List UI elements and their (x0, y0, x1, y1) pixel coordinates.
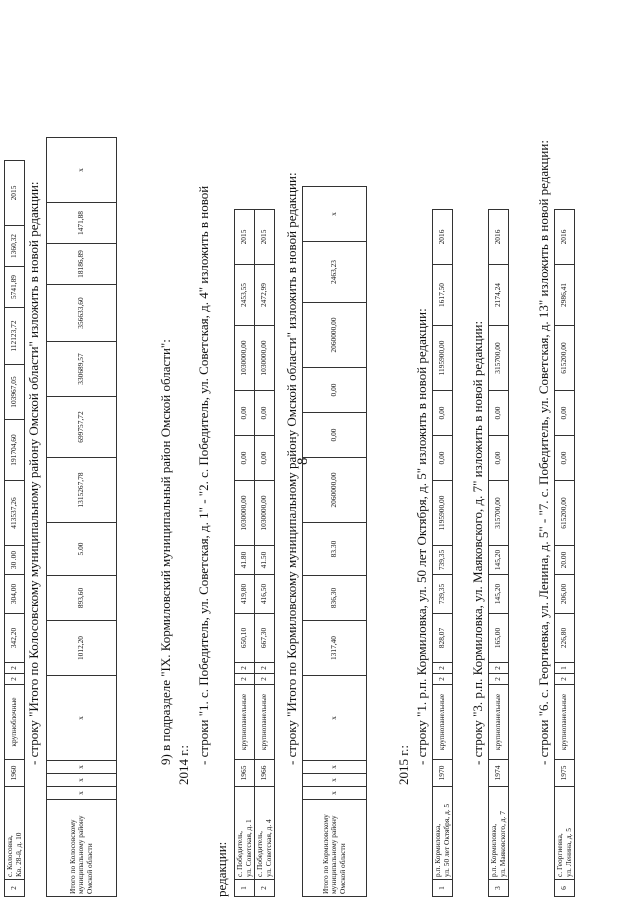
table-row (235, 210, 255, 897)
cell: 2 (235, 674, 255, 685)
cell: 1195900,00 (433, 481, 453, 546)
table-georgievka-row (554, 209, 575, 897)
cell: 2 (433, 674, 453, 685)
cell: 5741,89 (5, 267, 25, 308)
cell: 30 .00 (5, 546, 25, 575)
cell: 836,30 (303, 576, 367, 621)
cell: 2060000,00 (303, 303, 367, 368)
cell: 0,00 (489, 436, 509, 481)
cell: х (303, 774, 367, 787)
cell: 2463,23 (303, 242, 367, 303)
cell: 1360,32 (5, 226, 25, 267)
cell: 1 (235, 880, 255, 897)
cell: крупнопанельные (235, 685, 255, 760)
cell: 20​.00 (555, 546, 575, 575)
cell: 0,00 (433, 436, 453, 481)
table-kolosovsky-total (46, 137, 117, 897)
page-number: 8 (295, 457, 311, 465)
cell: с. Победитель, ул. Советская, д. 1 (235, 787, 255, 880)
cell: 1030000,00 (235, 481, 255, 546)
cell: 2 (255, 674, 275, 685)
table-row (433, 210, 453, 897)
cell: 2 (489, 674, 509, 685)
section-heading: - строки "1. с. Победитель, ул. Советская, д. 1" - "2. с. Победитель, ул. Советская, д. 4" изложить в новой (196, 185, 211, 765)
cell: 2016 (433, 210, 453, 265)
cell: 667,30 (255, 614, 275, 663)
cell: 0,00 (433, 391, 453, 436)
cell: 0,00 (255, 436, 275, 481)
cell: 2453,55 (235, 265, 255, 326)
cell: 41​.50 (255, 546, 275, 575)
cell: 0,00 (555, 436, 575, 481)
table-kormilovka-50-let (432, 209, 453, 897)
cell: 356633,60 (47, 285, 117, 342)
cell: крупнопанельные (555, 685, 575, 760)
cell: 2016 (489, 210, 509, 265)
cell: 413537,26 (5, 481, 25, 546)
cell: Итого по Кормиловскому муниципальному району Омской области (303, 800, 367, 897)
table-kolosovka-row (4, 160, 25, 897)
cell: х (47, 761, 117, 774)
cell: 2015 (5, 161, 25, 226)
cell: 828,07 (433, 614, 453, 663)
cell: х (303, 787, 367, 800)
cell: 1317,40 (303, 621, 367, 676)
subsection-heading: 9) в подразделе "IX. Кормиловский муниципальный район Омской области": (158, 339, 173, 765)
cell: 739,35 (433, 546, 453, 575)
table-row (255, 210, 275, 897)
table-row (555, 210, 575, 897)
cell: 2016 (555, 210, 575, 265)
cell: 615200,00 (555, 326, 575, 391)
cell: крупноблочные (5, 685, 25, 760)
section-heading: - строку "Итого по Кормиловскому муниципальному району Омской области" изложить в новой редакции: (284, 172, 299, 765)
year-heading: 2015 г.: (396, 745, 411, 785)
cell: 1030000,00 (255, 481, 275, 546)
cell: 0,00 (303, 413, 367, 458)
table-kormilovka-mayakovskogo (488, 209, 509, 897)
cell: 2174,24 (489, 265, 509, 326)
cell: 2 (489, 663, 509, 674)
cell: 315700,00 (489, 481, 509, 546)
cell: 1 (433, 880, 453, 897)
section-heading: - строки "6. с. Георгиевка, ул. Ленина, д. 5" - "7. с. Победитель, ул. Советская, д. 13" изложить в новой редакции: (536, 140, 551, 765)
cell: 2 (255, 663, 275, 674)
cell: 2015 (255, 210, 275, 265)
table-row (5, 161, 25, 897)
cell: 2986,41 (555, 265, 575, 326)
cell: 1960 (5, 760, 25, 787)
cell: р.п. Кормиловка, ул. 50 лет Октября, д. 5 (433, 787, 453, 880)
cell: х (47, 774, 117, 787)
cell: 1965 (235, 760, 255, 787)
cell: 330689,57 (47, 342, 117, 397)
cell: 1966 (255, 760, 275, 787)
year-heading: 2014 г.: (176, 745, 191, 785)
section-heading: - строку "3. р.п. Кормиловка, ул. Маяковского, д. 7" изложить в новой редакции: (470, 320, 485, 765)
cell: 1617,50 (433, 265, 453, 326)
cell: 226,80 (555, 614, 575, 663)
cell: х (303, 187, 367, 242)
table-row (489, 210, 509, 897)
cell: 0,00 (235, 391, 255, 436)
cell: 165,00 (489, 614, 509, 663)
cell: Итого по Колосовскому муниципальному району Омской области (47, 800, 117, 897)
cell: 2015 (235, 210, 255, 265)
cell: 0,00 (303, 368, 367, 413)
table-pobeditel-rows (234, 209, 275, 897)
cell: 1975 (555, 760, 575, 787)
cell: 2472,99 (255, 265, 275, 326)
cell: 1974 (489, 760, 509, 787)
cell: 112123,72 (5, 308, 25, 365)
cell: крупнопанельные (489, 685, 509, 760)
cell: 2 (5, 663, 25, 674)
cell: с. Георгиевка, ул. Ленина, д. 5 (555, 787, 575, 880)
cell: 0,00 (235, 436, 255, 481)
cell: с. Победитель, ул. Советская, д. 4 (255, 787, 275, 880)
cell: 1315267,78 (47, 458, 117, 523)
cell: х (47, 787, 117, 800)
cell: х (303, 761, 367, 774)
cell: 315700,00 (489, 326, 509, 391)
cell: 304,00 (5, 575, 25, 614)
cell: 1970 (433, 760, 453, 787)
cell: 2 (255, 880, 275, 897)
section-heading: - строку "1. р.п. Кормиловка, ул. 50 лет Октября, д. 5" изложить в новой редакции: (414, 308, 429, 765)
cell: 83​.30 (303, 523, 367, 576)
cell: 1195900,00 (433, 326, 453, 391)
cell: 893,60 (47, 576, 117, 621)
cell: 0,00 (255, 391, 275, 436)
cell: 1030000,00 (255, 326, 275, 391)
cell: 18186,89 (47, 244, 117, 285)
cell: 2 (5, 880, 25, 897)
cell: 650,10 (235, 614, 255, 663)
cell: крупнопанельные (433, 685, 453, 760)
cell: 6 (555, 880, 575, 897)
cell: 0,00 (555, 391, 575, 436)
table-kormilovsky-total (302, 186, 367, 897)
cell: 0,00 (489, 391, 509, 436)
cell: х (303, 676, 367, 761)
cell: 1030000,00 (235, 326, 255, 391)
cell: 5​.00 (47, 523, 117, 576)
cell: крупнопанельные (255, 685, 275, 760)
cell: 2 (555, 674, 575, 685)
cell: 1012,20 (47, 621, 117, 676)
cell: 419,80 (235, 575, 255, 614)
cell: 1 (555, 663, 575, 674)
cell: х (47, 676, 117, 761)
cell: 342,20 (5, 614, 25, 663)
cell: 2060000,00 (303, 458, 367, 523)
table-row (47, 138, 117, 897)
cell: 739,35 (433, 575, 453, 614)
section-heading-cont: редакции: (214, 841, 229, 897)
cell: 103967,05 (5, 365, 25, 420)
cell: 615200,00 (555, 481, 575, 546)
cell: 41​.80 (235, 546, 255, 575)
cell: х (47, 138, 117, 203)
cell: 1471,88 (47, 203, 117, 244)
table-row (303, 187, 367, 897)
cell: 3 (489, 880, 509, 897)
cell: 145,20 (489, 575, 509, 614)
cell: 2 (235, 663, 255, 674)
cell: 699757,72 (47, 397, 117, 458)
section-heading: - строку "Итого по Колосовскому муниципальному району Омской области" изложить в новой редакции: (26, 181, 41, 765)
cell: 2 (5, 674, 25, 685)
cell: р.п. Кормиловка, ул. Маяковского, д. 7 (489, 787, 509, 880)
cell: 206,00 (555, 575, 575, 614)
cell: 145,20 (489, 546, 509, 575)
cell: 416,50 (255, 575, 275, 614)
cell: с. Колосовка, Кв. 28-й, д. 10 (5, 787, 25, 880)
cell: 2 (433, 663, 453, 674)
cell: 191704,60 (5, 420, 25, 481)
